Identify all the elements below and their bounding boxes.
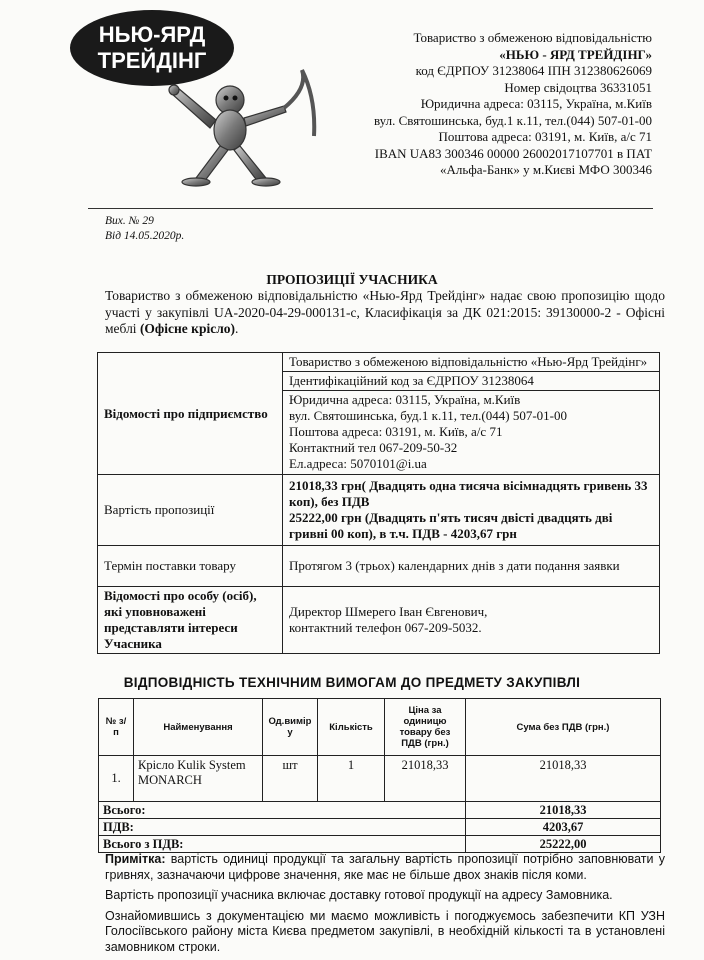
total-with-vat-value: 25222,00 bbox=[466, 836, 661, 853]
email-address: Ел.адреса: 5070101@i.ua bbox=[289, 456, 427, 471]
agreement-note: Ознайомившись з документацією ми маємо можливість і погоджуємось забезпечити КП УЗН Голосіївського району міста Києва предметом закупівлі, в необхідній кількості та в установлені замовником строки. bbox=[105, 908, 665, 954]
table-row bbox=[99, 756, 661, 802]
requisites-line: Поштова адреса: 03191, м. Київ, а/с 71 bbox=[438, 129, 652, 144]
legal-address-1: Юридична адреса: 03115, Україна, м.Київ bbox=[289, 392, 521, 407]
requisites-line: Юридична адреса: 03115, Україна, м.Київ bbox=[420, 96, 652, 111]
intro-bold: (Офісне крісло) bbox=[139, 321, 236, 336]
vat-row bbox=[99, 819, 661, 836]
company-logo bbox=[70, 8, 330, 188]
delivery-value: Протягом 3 (трьох) календарних днів з дати подання заявки bbox=[283, 546, 660, 587]
total-value: 21018,33 bbox=[466, 802, 661, 819]
document-title: ПРОПОЗИЦІЇ УЧАСНИКА bbox=[266, 272, 438, 287]
company-name: Товариство з обмеженою відповідальністю «Нью-Ярд Трейдінг» bbox=[283, 353, 659, 372]
contact-phone: Контактний тел 067-209-50-32 bbox=[289, 440, 458, 455]
delivery-label: Термін поставки товару bbox=[98, 546, 283, 587]
col-header-name: Найменування bbox=[134, 699, 263, 756]
notes-section bbox=[105, 852, 665, 960]
total-with-vat-row bbox=[99, 836, 661, 853]
price-row bbox=[98, 475, 660, 546]
intro-text: Товариство з обмеженою відповідальністю «Нью-Ярд Трейдінг» надає свою пропозицію щодо участі у закупівлі UA-2020-04-29-000131-с, Класифікація за ДК 021:2015: 39130000-2 - Офісні меблі bbox=[105, 288, 665, 336]
delivery-note: Вартість пропозиції учасника включає доставку готової продукції на адресу Замовника. bbox=[105, 888, 613, 902]
delivery-row bbox=[98, 546, 660, 587]
price-without-vat: 21018,33 грн( Двадцять одна тисяча вісімнадцять гривень 33 коп), без ПДВ bbox=[289, 478, 648, 509]
spec-header-row bbox=[99, 699, 661, 756]
header-divider bbox=[88, 208, 653, 209]
cell-number: 1. bbox=[99, 756, 134, 802]
col-header-quantity: Кількість bbox=[318, 699, 385, 756]
col-header-unit: Од.вимір у bbox=[263, 699, 318, 756]
company-code: Ідентифікаційний код за ЄДРПОУ 31238064 bbox=[283, 372, 659, 391]
vat-label: ПДВ: bbox=[99, 819, 466, 836]
requisites-line: вул. Святошинська, буд.1 к.11, тел.(044) 507-01-00 bbox=[373, 112, 652, 128]
requisites-line: IBAN UA83 300346 00000 26002017107701 в ПАТ bbox=[374, 145, 652, 161]
representative-name: Директор Шмерего Іван Євгенович, bbox=[289, 604, 488, 619]
company-label: Відомості про підприємство bbox=[98, 353, 283, 475]
company-row bbox=[98, 353, 660, 475]
representative-row bbox=[98, 587, 660, 654]
intro-end: . bbox=[235, 321, 239, 336]
requisites-company-name: «НЬЮ - ЯРД ТРЕЙДІНГ» bbox=[499, 46, 652, 62]
col-header-unit-price: Ціна за одиницю товару без ПДВ (грн.) bbox=[385, 699, 466, 756]
company-details bbox=[283, 353, 660, 475]
svg-text:НЬЮ-ЯРД: НЬЮ-ЯРД bbox=[98, 22, 206, 47]
price-value bbox=[283, 475, 660, 546]
outgoing-number: Вих. № 29 bbox=[105, 215, 154, 227]
outgoing-reference bbox=[105, 214, 184, 244]
total-row bbox=[99, 802, 661, 819]
cell-quantity: 1 bbox=[318, 756, 385, 802]
note-paragraph bbox=[105, 852, 665, 883]
representative-phone: контактний телефон 067-209-5032. bbox=[289, 620, 482, 635]
specification-table bbox=[98, 698, 661, 853]
note-label: Примітка: bbox=[105, 852, 166, 866]
postal-address: Поштова адреса: 03191, м. Київ, а/с 71 bbox=[289, 424, 503, 439]
cell-sum: 21018,33 bbox=[466, 756, 661, 802]
legal-address-2: вул. Святошинська, буд.1 к.11, тел.(044) 507-01-00 bbox=[289, 408, 568, 423]
outgoing-date: Від 14.05.2020р. bbox=[105, 230, 185, 242]
intro-paragraph bbox=[105, 288, 665, 338]
note-text: вартість одиниці продукції та загальну вартість пропозиції потрібно заповнювати у гривнях, зазначаючи цифрове значення, яке має не більше двох знаків після коми. bbox=[105, 852, 665, 882]
requisites-line: Товариство з обмеженою відповідальністю bbox=[413, 30, 652, 45]
col-header-number: № з/п bbox=[99, 699, 134, 756]
total-label: Всього: bbox=[99, 802, 466, 819]
total-with-vat-label: Всього з ПДВ: bbox=[99, 836, 466, 853]
price-label: Вартість пропозиції bbox=[98, 475, 283, 546]
requisites-line: «Альфа-Банк» у м.Києві МФО 300346 bbox=[440, 162, 652, 177]
representative-label: Відомості про особу (осіб), які уповноважені представляти інтереси Учасника bbox=[98, 587, 283, 654]
cell-unit: шт bbox=[263, 756, 318, 802]
requisites-line: код ЄДРПОУ 31238064 ІПН 312380626069 bbox=[415, 63, 652, 78]
col-header-sum: Сума без ПДВ (грн.) bbox=[466, 699, 661, 756]
svg-text:ТРЕЙДІНГ: ТРЕЙДІНГ bbox=[97, 48, 207, 73]
representative-value bbox=[283, 587, 660, 654]
participant-info-table bbox=[97, 352, 660, 654]
requisites-line: Номер свідоцтва 36331051 bbox=[504, 79, 652, 95]
vat-value: 4203,67 bbox=[466, 819, 661, 836]
company-requisites bbox=[374, 30, 652, 179]
price-with-vat: 25222,00 грн (Двадцять п'ять тисяч двісті двадцять дві гривні 00 коп), в т.ч. ПДВ - 4203,67 грн bbox=[289, 510, 613, 541]
cell-name: Крісло Kulik System MONARCH bbox=[134, 756, 263, 802]
cell-unit-price: 21018,33 bbox=[385, 756, 466, 802]
section-title-technical: ВІДПОВІДНІСТЬ ТЕХНІЧНИМ ВИМОГАМ ДО ПРЕДМЕТУ ЗАКУПІВЛІ bbox=[123, 675, 581, 690]
